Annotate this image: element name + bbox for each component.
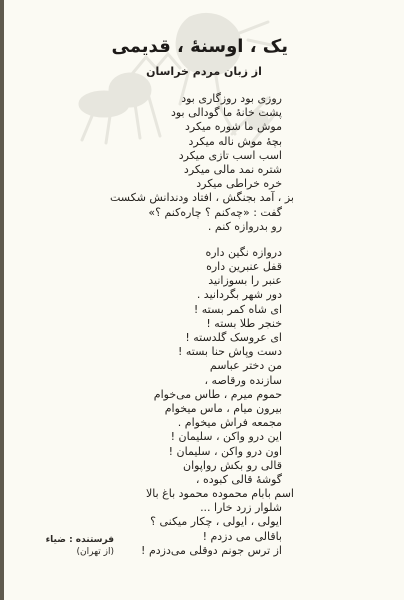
poem-line: بز ، آمد بجنگش ، افتاد ودندانش شکست [110,191,294,205]
stanza-gap [110,234,282,246]
poem-line: مجمعه فراش میخوام . [177,416,282,430]
poem-line: خنجر طلا بسته ! [206,316,282,330]
poem-line: اسب اسب تازی میکرد [178,148,282,162]
poem-line: بچهٔ موش ناله میکرد [188,134,282,148]
poem-line: روزی بود روزگاری بود [181,92,282,105]
poem-line: پشت خانهٔ ما گودالی بود [170,106,282,120]
contributor-location: (از تهران) [76,547,114,557]
poem-line: بیرون میام ، ماس میخوام [164,401,282,415]
poem-line: سازنده ورقاصه ، [204,373,282,387]
poem-line: خره خراطی میکرد [196,177,282,191]
document-subtitle: از زبان مردم خراسان [146,65,262,78]
poem-line: حموم میرم ، طاس می‌خوام [153,387,282,401]
poem-line: اسم بابام محموده محمود باغ بالا [145,487,294,501]
poem-line: شلوار زرد خارا ... [200,501,282,515]
poem-line: دروازه نگین داره [205,245,282,259]
page-left-edge [0,0,4,600]
poem-line: این درو واکن ، سلیمان ! [170,430,282,444]
poem-line: قالی رو بکش رواپوان [183,458,282,472]
poem-line: دست وپاش حنا بسته ! [177,345,282,359]
poem-line: اون درو واکن ، سلیمان ! [168,444,282,458]
poem-line: عنبر را بسوزانید [208,274,282,288]
poem-line: ای شاه کمر بسته ! [193,302,282,316]
poem-line: من دختر عباسم [209,359,282,373]
contributor-name: فرستنده : ضیاء [45,535,114,545]
poem-line: دور شهر بگردانید . [196,288,282,302]
poem-line: گوشهٔ قالی کبوده ، [195,472,282,486]
poem-line: رو بدروازه کنم . [207,219,282,233]
poem-line: باقالی می دزدم ! [202,529,282,543]
poem-line: قفل عنبرین داره [206,260,282,274]
document-title: یک ، اوسنهٔ ، قدیمی [111,36,288,57]
poem-line: شتره نمد مالی میکرد [183,162,282,176]
contributor-credit [18,534,114,558]
poem-line: از ترس جونم دوقلی می‌دزدم ! [141,543,282,557]
poem-line: موش ما شوره میکرد [185,120,282,134]
poem [110,92,294,558]
poem-line: گفت : «چه‌کنم ؟ چاره‌کنم ؟» [148,205,282,219]
poem-line: ای عروسک گلدسته ! [185,331,282,344]
poem-line: ایولی ، ایولی ، چکار میکنی ؟ [150,515,282,529]
